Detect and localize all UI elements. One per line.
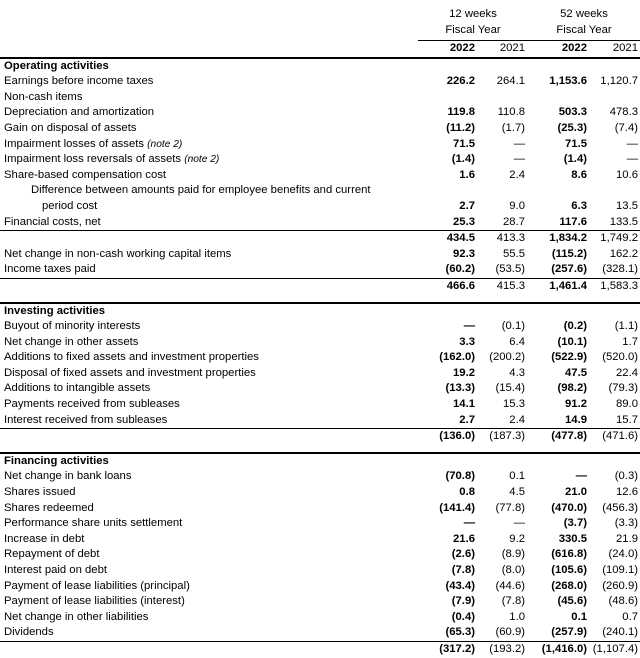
section-heading-spacer	[418, 303, 478, 320]
table-row	[0, 413, 640, 429]
row-value-col2: (187.3)	[478, 429, 528, 445]
row-label: Shares redeemed	[4, 501, 94, 514]
row-value-col1: (65.3)	[445, 626, 475, 639]
row-label: Net change in other assets	[4, 335, 139, 348]
table-row	[0, 105, 640, 121]
row-value-col2: (1.7)	[501, 121, 525, 134]
row-value-col4: (0.3)	[614, 470, 638, 483]
row-value-col4: (3.3)	[614, 517, 638, 530]
row-value-col1: (0.4)	[451, 610, 475, 623]
row-value-col4: (7.4)	[614, 121, 638, 134]
row-label: Depreciation and amortization	[4, 106, 155, 119]
header-period-1: 12 weeks	[449, 8, 497, 20]
row-value-col4: 13.5	[616, 199, 638, 212]
row-label: Buyout of minority interests	[4, 320, 141, 333]
header-blank-cell	[0, 7, 418, 23]
header-top-spacer	[0, 0, 640, 7]
row-value-col2: (200.2)	[489, 351, 525, 364]
row-value-col3: 71.5	[565, 137, 587, 150]
row-value-col1: —	[463, 320, 475, 333]
row-value-col2: 1.0	[509, 610, 525, 623]
row-value-col4: 1,583.3	[590, 278, 640, 294]
row-value-col1: (162.0)	[439, 351, 475, 364]
row-value-col3: 21.0	[565, 486, 587, 499]
row-value-col1: 71.5	[453, 137, 475, 150]
row-value-col2	[478, 90, 528, 106]
table-row	[0, 547, 640, 563]
row-value-col3: (257.6)	[551, 263, 587, 276]
row-value-col4: 10.6	[616, 168, 638, 181]
row-value-col1: 119.8	[447, 106, 475, 119]
table-row	[0, 247, 640, 263]
row-label: Net change in bank loans	[4, 470, 132, 483]
row-value-col1: (7.8)	[451, 564, 475, 576]
row-value-col4: 1,749.2	[590, 231, 640, 247]
row-value-col3: 1,834.2	[528, 231, 590, 247]
row-value-col2: 413.3	[478, 231, 528, 247]
row-value-col2: 2.4	[509, 413, 525, 426]
row-label	[0, 278, 418, 294]
row-value-col4: 1.7	[622, 335, 638, 348]
row-label: Disposal of fixed assets and investment properties	[4, 366, 256, 379]
row-value-col3: 1,461.4	[528, 278, 590, 294]
row-value-col4: (109.1)	[602, 564, 638, 576]
row-value-col3: (616.8)	[551, 548, 587, 561]
row-value-col1: —	[463, 517, 475, 530]
row-value-col2: 264.1	[496, 75, 525, 88]
table-row	[0, 469, 640, 485]
section-title: Investing activities	[0, 303, 418, 320]
row-value-col2: 15.3	[503, 398, 525, 411]
subtotal-row	[0, 641, 640, 657]
table-row	[0, 121, 640, 137]
row-label: Net change in non-cash working capital items	[4, 247, 232, 260]
table-row	[0, 262, 640, 278]
row-value-col3: 330.5	[558, 532, 587, 545]
row-value-col2: (0.1)	[501, 320, 525, 333]
table-row	[0, 168, 640, 184]
section-heading-spacer	[590, 453, 640, 470]
row-value-col2: 4.3	[509, 366, 525, 379]
row-value-col4: 0.7	[622, 610, 638, 623]
row-value-col4: (1.1)	[614, 320, 638, 333]
row-value-col3: (105.6)	[551, 564, 587, 576]
row-value-col3: 1,153.6	[549, 75, 587, 88]
row-value-col3: 6.3	[571, 199, 587, 212]
subtotal-row	[0, 429, 640, 445]
row-value-col2: (193.2)	[478, 641, 528, 657]
row-value-col2: (8.0)	[501, 564, 525, 576]
row-value-col1: (7.9)	[451, 595, 475, 608]
section-heading-spacer	[418, 453, 478, 470]
row-value-col1: 1.6	[459, 168, 475, 181]
row-label	[0, 231, 418, 247]
header-year-row	[0, 41, 640, 58]
row-value-col2: 6.4	[509, 335, 525, 348]
row-value-col3: (45.6)	[557, 595, 587, 608]
header-fiscalyear-row	[0, 23, 640, 39]
row-value-col1: (43.4)	[445, 579, 475, 592]
row-value-col2: 0.1	[509, 470, 525, 483]
row-label: Performance share units settlement	[4, 517, 183, 530]
table-row	[0, 485, 640, 501]
row-value-col4: 1,120.7	[600, 75, 638, 88]
row-value-col1: 14.1	[453, 398, 475, 411]
row-label: Impairment loss reversals of assets (note 2)	[4, 153, 220, 166]
row-value-col2: (44.6)	[495, 579, 525, 592]
row-value-col2: (15.4)	[495, 382, 525, 395]
row-value-col2: (53.5)	[495, 263, 525, 276]
row-label: Shares issued	[4, 486, 76, 499]
row-value-col4: (471.6)	[590, 429, 640, 445]
header-year-2: 2021	[499, 42, 525, 54]
header-fiscalyear-2: Fiscal Year	[556, 23, 612, 36]
section-title: Financing activities	[0, 453, 418, 470]
row-value-col2: (60.9)	[495, 626, 525, 639]
table-row	[0, 579, 640, 595]
header-fiscalyear-1: Fiscal Year	[445, 23, 501, 36]
header-period-row	[0, 7, 640, 23]
row-value-col3: (0.2)	[563, 320, 587, 333]
row-value-col4: 478.3	[609, 106, 638, 119]
row-value-col3: —	[575, 470, 587, 483]
table-row	[0, 532, 640, 548]
row-value-col4: (260.9)	[602, 579, 638, 592]
row-value-col4: 22.4	[616, 366, 638, 379]
row-value-col1: 226.2	[446, 75, 475, 88]
row-label: Additions to fixed assets and investment properties	[4, 351, 259, 364]
row-value-col4: —	[626, 137, 638, 150]
table-row	[0, 90, 640, 106]
row-label: Impairment losses of assets (note 2)	[4, 137, 183, 150]
table-row	[0, 319, 640, 335]
row-value-col2: 110.8	[497, 106, 525, 119]
row-label: Financial costs, net	[4, 215, 101, 228]
row-label	[0, 429, 418, 445]
row-label: Income taxes paid	[4, 263, 96, 276]
row-value-col4: (79.3)	[608, 382, 638, 395]
row-value-col1: (60.2)	[445, 263, 475, 276]
table-row	[0, 183, 640, 214]
table-row	[0, 594, 640, 610]
section-title: Operating activities	[0, 58, 418, 75]
row-value-col2: 9.0	[509, 199, 525, 212]
row-value-col1: (11.2)	[446, 121, 475, 134]
row-value-col3: 14.9	[565, 413, 587, 426]
section-heading-spacer	[528, 453, 590, 470]
row-value-col2: (77.8)	[495, 501, 525, 514]
row-value-col1: (2.6)	[451, 548, 475, 561]
row-value-col1: 2.7	[459, 199, 475, 212]
section-heading-spacer	[528, 303, 590, 320]
table-row	[0, 516, 640, 532]
row-value-col3: (1.4)	[563, 153, 587, 166]
row-value-col4: 89.0	[616, 398, 638, 411]
row-value-col4: 15.7	[616, 413, 638, 426]
row-note-reference: (note 2)	[147, 138, 183, 150]
row-value-col1: (317.2)	[418, 641, 478, 657]
row-value-col1: 21.6	[453, 532, 475, 545]
row-label: Non-cash items	[4, 90, 83, 103]
row-label: Interest paid on debt	[4, 564, 108, 576]
table-row	[0, 366, 640, 382]
table-row	[0, 610, 640, 626]
row-label: Additions to intangible assets	[4, 382, 151, 395]
row-value-col3: 117.6	[559, 215, 587, 228]
section-spacer	[0, 295, 640, 303]
row-label: Repayment of debt	[4, 548, 100, 561]
row-value-col4: —	[626, 153, 638, 166]
row-value-col4	[590, 90, 640, 106]
section-heading-spacer	[590, 58, 640, 75]
row-value-col4: (1,107.4)	[590, 641, 640, 657]
row-value-col1: 25.3	[453, 215, 475, 228]
row-value-col1: (136.0)	[418, 429, 478, 445]
row-value-col3: (10.1)	[557, 335, 587, 348]
row-value-col4: (24.0)	[608, 548, 638, 561]
table-row	[0, 381, 640, 397]
row-value-col2: 2.4	[509, 168, 525, 181]
row-label: Payments received from subleases	[4, 398, 180, 411]
row-value-col4: (520.0)	[602, 351, 638, 364]
row-note-reference: (note 2)	[184, 154, 220, 166]
row-label: Payment of lease liabilities (principal)	[4, 579, 190, 592]
row-value-col4: 162.2	[609, 247, 638, 260]
row-value-col1: (70.8)	[445, 470, 475, 483]
section-heading-spacer	[478, 58, 528, 75]
row-value-col1	[418, 90, 478, 106]
row-value-col4: 12.6	[616, 486, 638, 499]
section-heading-spacer	[590, 303, 640, 320]
section-heading-spacer	[478, 453, 528, 470]
row-value-col2: 4.5	[509, 486, 525, 499]
section-heading-row	[0, 453, 640, 470]
table-row	[0, 215, 640, 231]
row-value-col4: (456.3)	[602, 501, 638, 514]
row-label: Earnings before income taxes	[4, 75, 154, 88]
row-value-col3: (522.9)	[551, 351, 587, 364]
row-value-col1: (141.4)	[439, 501, 475, 514]
row-value-col1: 3.3	[459, 335, 475, 348]
row-value-col2: 28.7	[503, 215, 525, 228]
subtotal-row	[0, 231, 640, 247]
row-label-line2: period cost	[42, 199, 98, 212]
row-value-col1: 92.3	[453, 247, 475, 260]
row-value-col2: 415.3	[478, 278, 528, 294]
row-value-col3: 8.6	[571, 168, 587, 181]
row-value-col3: (25.3)	[557, 121, 587, 134]
table-row	[0, 501, 640, 517]
row-value-col3: (115.2)	[551, 247, 587, 260]
row-value-col3: 91.2	[565, 398, 587, 411]
row-value-col3: (1,416.0)	[528, 641, 590, 657]
row-value-col4: (328.1)	[602, 263, 638, 276]
row-value-col1: (13.3)	[445, 382, 475, 395]
header-blank-cell	[0, 41, 418, 58]
row-value-col2: —	[513, 517, 525, 530]
table-row	[0, 335, 640, 351]
row-value-col2: —	[513, 153, 525, 166]
row-value-col3: (268.0)	[551, 579, 587, 592]
row-value-col1: 2.7	[459, 413, 475, 426]
row-value-col3: 503.3	[558, 106, 587, 119]
header-year-1: 2022	[449, 42, 475, 54]
row-value-col1: 466.6	[418, 278, 478, 294]
row-value-col2: 9.2	[509, 532, 525, 545]
row-value-col1: (1.4)	[451, 153, 475, 166]
row-value-col4: 133.5	[609, 215, 638, 228]
row-value-col3	[528, 90, 590, 106]
row-value-col2: (8.9)	[501, 548, 525, 561]
table-row	[0, 137, 640, 153]
header-year-3: 2022	[561, 42, 587, 54]
row-value-col1: 434.5	[418, 231, 478, 247]
table-row	[0, 563, 640, 579]
row-value-col4: 21.9	[616, 532, 638, 545]
row-label	[0, 641, 418, 657]
header-period-2: 52 weeks	[560, 8, 608, 20]
table-row	[0, 74, 640, 90]
section-heading-row	[0, 58, 640, 75]
row-label: Difference between amounts paid for employee benefits and current period cost	[0, 183, 418, 214]
row-label: Share-based compensation cost	[4, 168, 167, 181]
row-value-col3: 47.5	[565, 366, 587, 379]
row-value-col2: —	[513, 137, 525, 150]
table-row	[0, 350, 640, 366]
row-value-col4: (240.1)	[602, 626, 638, 639]
row-value-col1: 0.8	[459, 486, 475, 499]
row-value-col2: 55.5	[503, 247, 525, 260]
row-value-col3: 0.1	[571, 610, 587, 623]
header-blank-cell	[0, 23, 418, 39]
row-value-col3: (257.9)	[551, 626, 587, 639]
section-heading-row	[0, 303, 640, 320]
row-label: Payment of lease liabilities (interest)	[4, 595, 185, 608]
row-label: Net change in other liabilities	[4, 610, 149, 623]
row-value-col1: 19.2	[453, 366, 475, 379]
section-heading-spacer	[418, 58, 478, 75]
row-label: Increase in debt	[4, 532, 85, 545]
row-value-col3: (3.7)	[563, 517, 587, 530]
row-label: Gain on disposal of assets	[4, 121, 137, 134]
section-spacer	[0, 445, 640, 453]
table-row	[0, 152, 640, 168]
row-value-col3: (98.2)	[557, 382, 587, 395]
section-heading-spacer	[528, 58, 590, 75]
row-value-col2: (7.8)	[501, 595, 525, 608]
row-value-col3: (470.0)	[551, 501, 587, 514]
row-label: Interest received from subleases	[4, 413, 168, 426]
subtotal-row	[0, 278, 640, 294]
row-value-col3: (477.8)	[528, 429, 590, 445]
table-row	[0, 397, 640, 413]
section-heading-spacer	[478, 303, 528, 320]
row-label: Dividends	[4, 626, 54, 639]
header-year-4: 2021	[612, 42, 638, 54]
row-value-col4: (48.6)	[608, 595, 638, 608]
table-row	[0, 625, 640, 641]
